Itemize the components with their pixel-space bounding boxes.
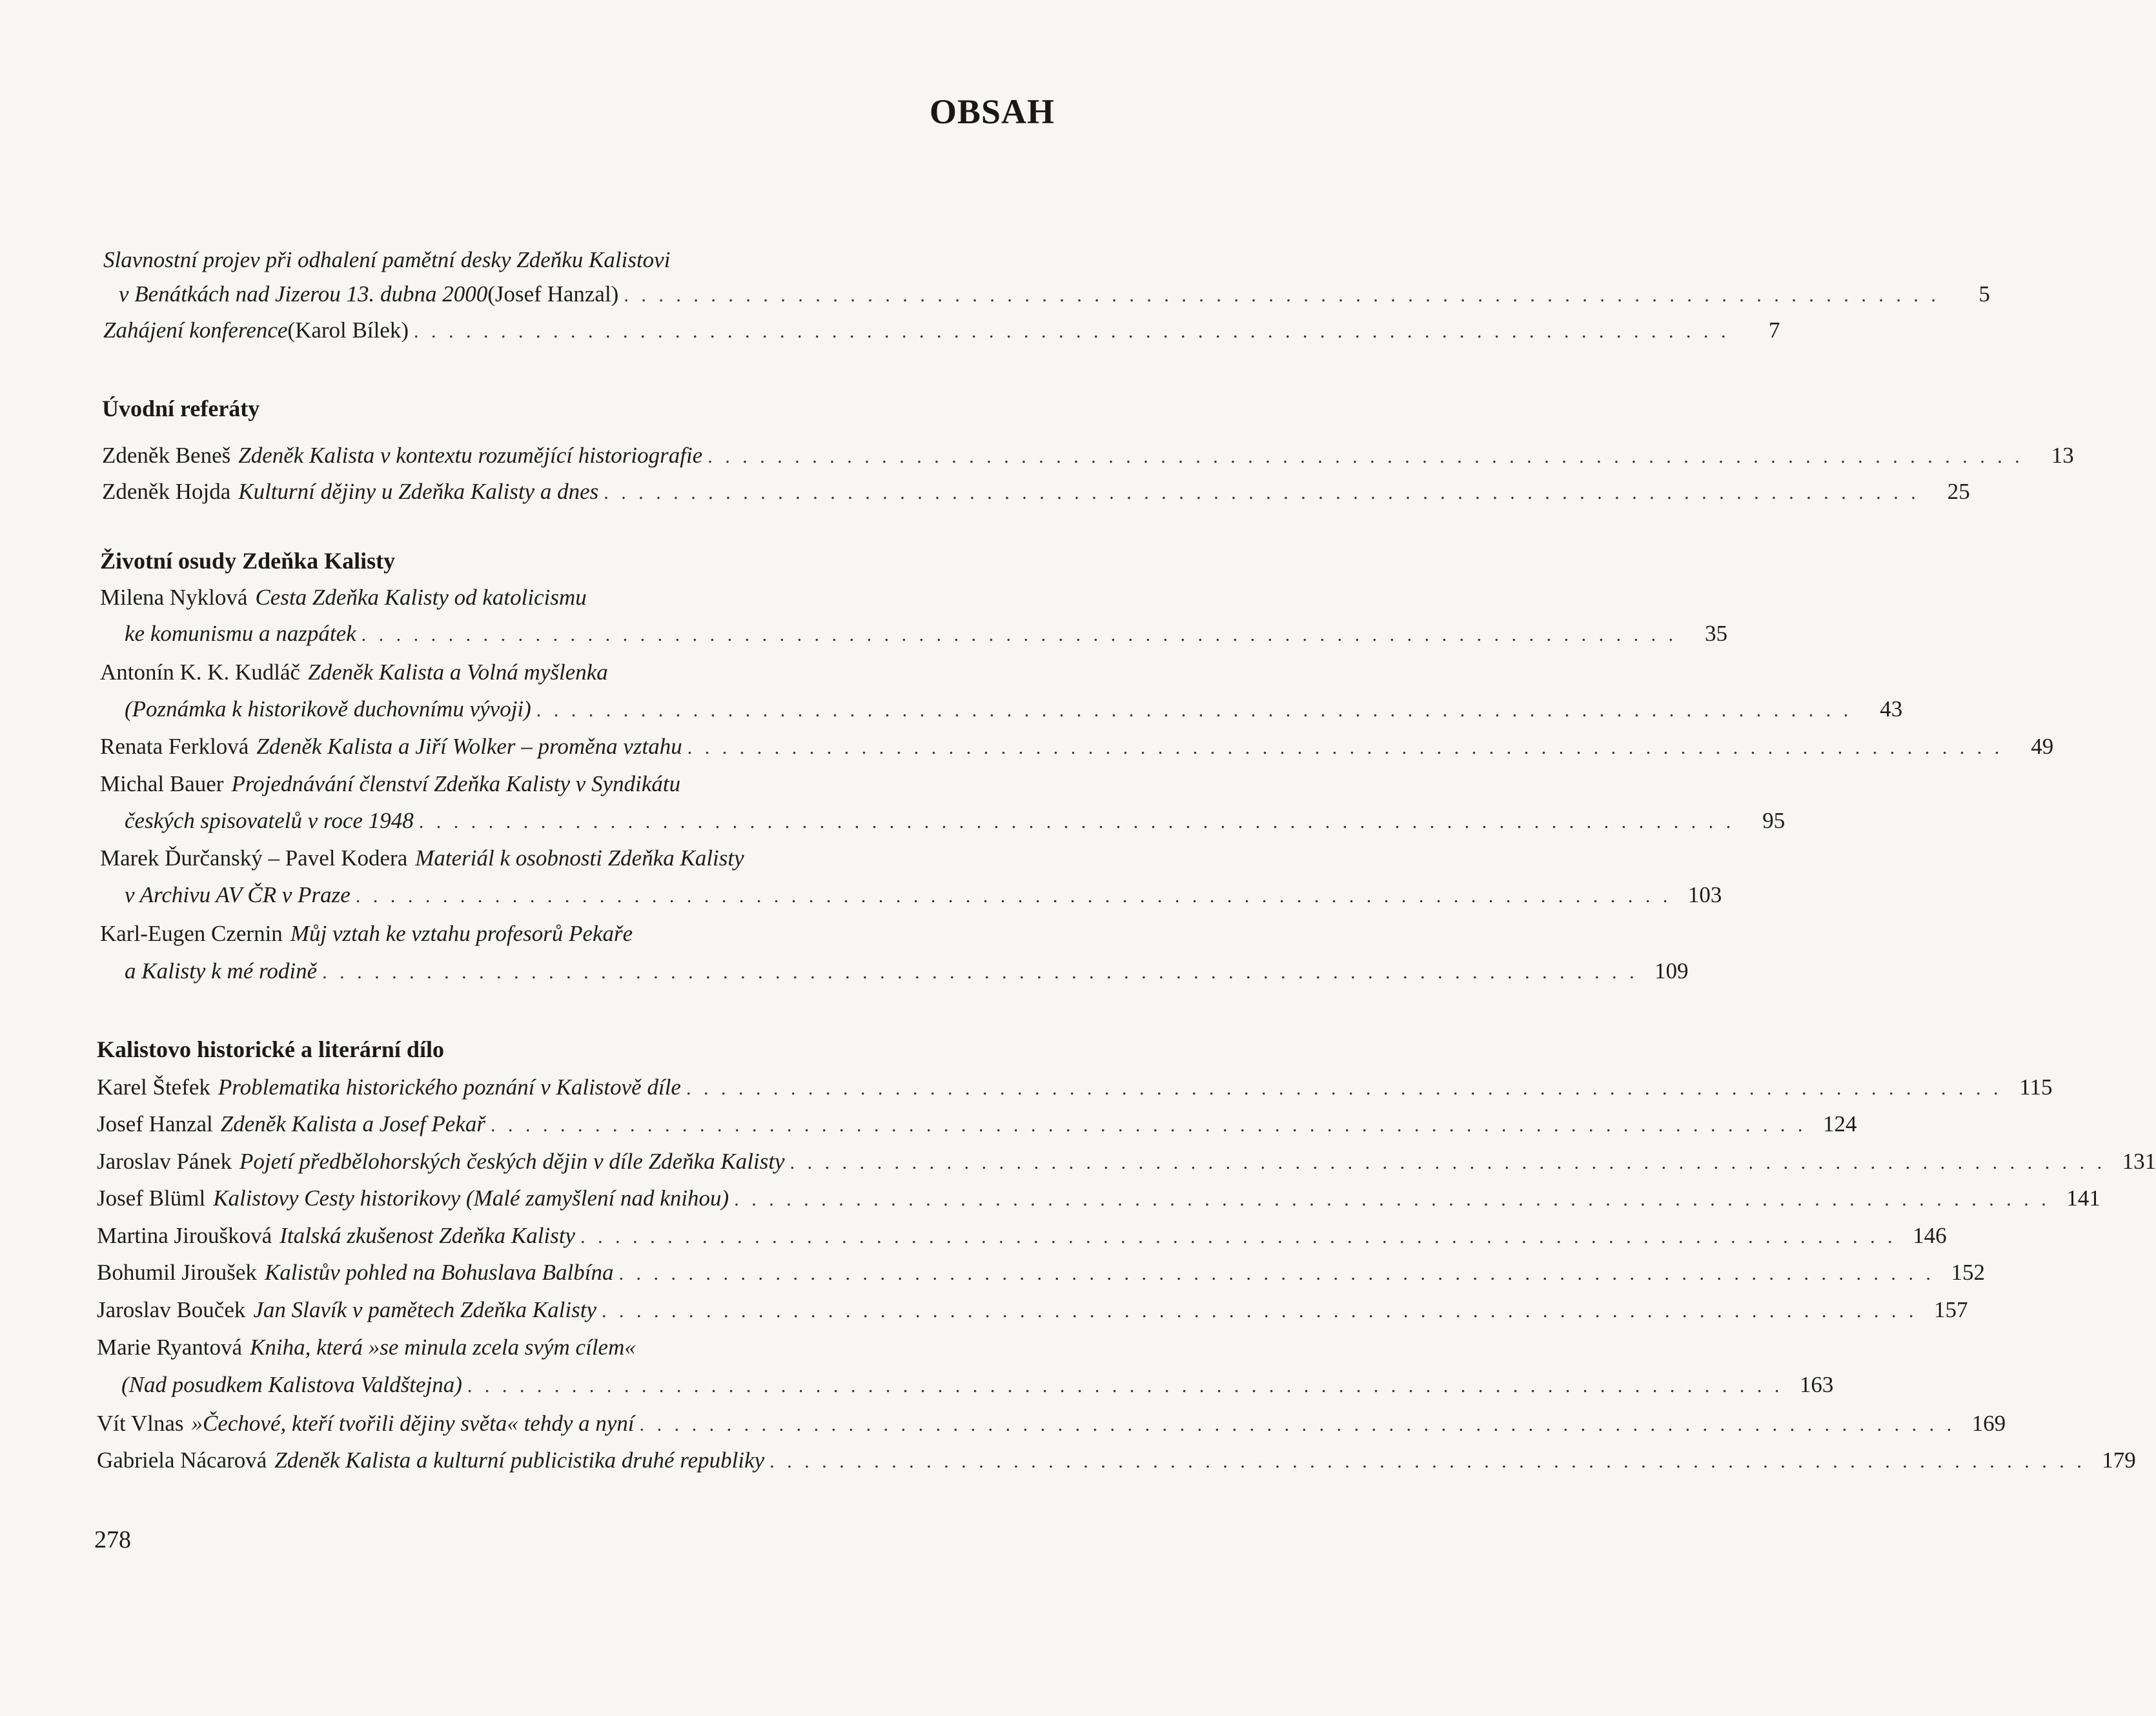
dot-leader: . . . . . . . . . . . . . . . . . . . . . . . . . . . . . . . . . . . . . . . . . . . . . . . . . . . . . . . . . . . . . . . . . . . . . . . . . . . . [624, 285, 1940, 306]
dot-leader: . . . . . . . . . . . . . . . . . . . . . . . . . . . . . . . . . . . . . . . . . . . . . . . . . . . . . . . . . . . . . . . . . . . . . . . . . . . . [355, 885, 1672, 907]
page-number-ref: 152 [1951, 1260, 1985, 1285]
toc-line [103, 247, 1046, 278]
entry-title: Zdeněk Kalista a Josef Pekař [220, 1111, 485, 1136]
toc-line [100, 845, 1046, 876]
dot-leader: . . . . . . . . . . . . . . . . . . . . . . . . . . . . . . . . . . . . . . . . . . . . . . . . . . . . . . . . . . . . . . . . . . . . . . . . . . . . [789, 1152, 2106, 1173]
page-number-ref: 25 [1947, 479, 1970, 504]
section-heading: Životní osudy Zdeňka Kalisty [100, 548, 396, 574]
entry-title: Kalistovy Cesty historikovy (Malé zamyšlení nad knihou) [213, 1186, 729, 1211]
entry-title: Zdeněk Kalista a kulturní publicistika druhé republiky [274, 1448, 765, 1473]
entry-title: Kalistův pohled na Bohuslava Balbína [264, 1260, 614, 1285]
page-number-ref: 103 [1687, 882, 1722, 907]
entry-title: Zdeněk Kalista v kontextu rozumějící historiografie [238, 443, 703, 468]
toc-line [97, 1111, 1857, 1142]
dot-leader: . . . . . . . . . . . . . . . . . . . . . . . . . . . . . . . . . . . . . . . . . . . . . . . . . . . . . . . . . . . . . . . . . . . . . . . . . . . . [602, 1300, 1918, 1322]
toc-line [125, 696, 1903, 727]
entry-author: Renata Ferklová [100, 734, 249, 759]
page-number-ref: 5 [1978, 281, 1990, 307]
entry-title-continued: a Kalisty k mé rodině [125, 958, 318, 984]
entry-title-continued: (Nad posudkem Kalistova Valdštejna) [121, 1372, 462, 1397]
toc-line [97, 1260, 1985, 1291]
page-number-ref: 146 [1913, 1223, 1947, 1248]
entry-title-continued: v Archivu AV ČR v Praze [125, 882, 351, 907]
entry-author: Zdeněk Beneš [102, 443, 231, 468]
entry-author: Vít Vlnas [97, 1411, 184, 1436]
entry-author: Josef Hanzal [97, 1111, 213, 1136]
entry-title: Problematika historického poznání v Kalistově díle [218, 1075, 681, 1100]
dot-leader: . . . . . . . . . . . . . . . . . . . . . . . . . . . . . . . . . . . . . . . . . . . . . . . . . . . . . . . . . . . . . . . . . . . . . . . . . . . . [686, 1078, 2002, 1099]
toc-line [125, 808, 1785, 839]
page-number-ref: 115 [2019, 1075, 2053, 1100]
toc-line [97, 1411, 2006, 1442]
page-number-ref: 43 [1880, 696, 1903, 722]
toc-line [97, 1223, 1947, 1254]
toc-line [102, 479, 1970, 510]
toc-line [121, 1372, 1834, 1403]
toc-line [100, 585, 1046, 616]
entry-title: Italská zkušenost Zdeňka Kalisty [280, 1223, 576, 1248]
toc-line [100, 921, 1046, 952]
toc-line [102, 443, 2074, 474]
entry-title: Projednávání členství Zdeňka Kalisty v Syndikátu [231, 771, 681, 796]
entry-title: Kniha, která »se minula zcela svým cílem« [250, 1335, 636, 1360]
entry-title: Můj vztah ke vztahu profesorů Pekaře [290, 921, 633, 946]
page-number-ref: 157 [1934, 1297, 1968, 1322]
page-number-ref: 124 [1823, 1111, 1857, 1136]
entry-title: Kulturní dějiny u Zdeňka Kalisty a dnes [238, 479, 599, 504]
page-number-ref: 95 [1762, 808, 1785, 833]
entry-title: »Čechové, kteří tvořili dějiny světa« tehdy a nyní [191, 1411, 635, 1436]
dot-leader: . . . . . . . . . . . . . . . . . . . . . . . . . . . . . . . . . . . . . . . . . . . . . . . . . . . . . . . . . . . . . . . . . . . . . . . . . . . . [618, 1263, 1935, 1284]
toc-line [97, 1186, 2100, 1216]
toc-line [97, 1149, 2156, 1180]
entry-title-continued: ke komunismu a nazpátek [125, 621, 356, 646]
entry-author: Milena Nyklová [100, 585, 248, 610]
page-number-ref: 131 [2122, 1149, 2156, 1174]
entry-title: Pojetí předbělohorských českých dějin v díle Zdeňka Kalisty [239, 1149, 785, 1174]
dot-leader: . . . . . . . . . . . . . . . . . . . . . . . . . . . . . . . . . . . . . . . . . . . . . . . . . . . . . . . . . . . . . . . . . . . . . . . . . . . . [414, 321, 1730, 342]
section-heading: Kalistovo historické a literární dílo [97, 1036, 444, 1062]
entry-author: Karl-Eugen Czernin [100, 921, 283, 946]
entry-title: Materiál k osobnosti Zdeňka Kalisty [415, 845, 744, 871]
page-number-ref: 169 [1971, 1411, 2006, 1436]
toc-line [125, 882, 1722, 913]
entry-title: v Benátkách nad Jizerou 13. dubna 2000 [119, 281, 488, 307]
entry-author: Jaroslav Pánek [97, 1149, 232, 1174]
toc-line [100, 734, 2054, 765]
entry-title: Zahájení konference [103, 318, 288, 343]
toc-line [125, 958, 1689, 989]
entry-author: Josef Blüml [97, 1186, 206, 1211]
entry-title-continued: českých spisovatelů v roce 1948 [125, 808, 414, 833]
entry-author: Gabriela Nácarová [97, 1448, 267, 1473]
entry-author: Antonín K. K. Kudláč [100, 660, 301, 685]
toc-line [97, 1075, 2053, 1105]
entry-author: Zdeněk Hojda [102, 479, 231, 504]
toc-line [119, 281, 1990, 312]
page-heading: OBSAH [929, 92, 1055, 131]
entry-author: Marek Ďurčanský – Pavel Kodera [100, 845, 408, 871]
page-number-ref: 49 [2031, 734, 2054, 759]
entry-title: Zdeněk Kalista a Volná myšlenka [308, 660, 608, 685]
dot-leader: . . . . . . . . . . . . . . . . . . . . . . . . . . . . . . . . . . . . . . . . . . . . . . . . . . . . . . . . . . . . . . . . . . . . . . . . . . . . [769, 1451, 2086, 1472]
toc-line [100, 660, 1046, 691]
entry-note: (Josef Hanzal) [487, 281, 619, 307]
toc-line [97, 1448, 2136, 1479]
entry-author: Karel Štefek [97, 1075, 210, 1100]
toc-line [103, 318, 1780, 348]
dot-leader: . . . . . . . . . . . . . . . . . . . . . . . . . . . . . . . . . . . . . . . . . . . . . . . . . . . . . . . . . . . . . . . . . . . . . . . . . . . . [361, 624, 1678, 645]
toc-line [97, 1297, 1968, 1328]
dot-leader: . . . . . . . . . . . . . . . . . . . . . . . . . . . . . . . . . . . . . . . . . . . . . . . . . . . . . . . . . . . . . . . . . . . . . . . . . . . . [734, 1189, 2050, 1210]
toc-line [125, 621, 1728, 652]
entry-author: Jaroslav Bouček [97, 1297, 246, 1322]
page-number-ref: 13 [2051, 443, 2074, 468]
entry-author: Martina Jiroušková [97, 1223, 272, 1248]
dot-leader: . . . . . . . . . . . . . . . . . . . . . . . . . . . . . . . . . . . . . . . . . . . . . . . . . . . . . . . . . . . . . . . . . . . . . . . . . . . . [604, 482, 1920, 503]
page-number: 278 [94, 1526, 131, 1553]
dot-leader: . . . . . . . . . . . . . . . . . . . . . . . . . . . . . . . . . . . . . . . . . . . . . . . . . . . . . . . . . . . . . . . . . . . . . . . . . . . . [687, 737, 2004, 758]
page-number-ref: 141 [2066, 1186, 2100, 1211]
entry-author: Bohumil Jiroušek [97, 1260, 257, 1285]
entry-title-continued: (Poznámka k historikově duchovnímu vývoji) [125, 696, 531, 722]
dot-leader: . . . . . . . . . . . . . . . . . . . . . . . . . . . . . . . . . . . . . . . . . . . . . . . . . . . . . . . . . . . . . . . . . . . . . . . . . . . . [580, 1226, 1897, 1247]
dot-leader: . . . . . . . . . . . . . . . . . . . . . . . . . . . . . . . . . . . . . . . . . . . . . . . . . . . . . . . . . . . . . . . . . . . . . . . . . . . . [491, 1115, 1807, 1136]
page-number-ref: 7 [1769, 318, 1780, 343]
dot-leader: . . . . . . . . . . . . . . . . . . . . . . . . . . . . . . . . . . . . . . . . . . . . . . . . . . . . . . . . . . . . . . . . . . . . . . . . . . . . [418, 811, 1735, 833]
entry-title: Slavnostní projev při odhalení pamětní desky Zdeňku Kalistovi [103, 247, 671, 272]
page-number-ref: 179 [2102, 1448, 2136, 1473]
entry-title: Zdeněk Kalista a Jiří Wolker – proměna vztahu [256, 734, 682, 759]
toc-line [100, 771, 1046, 802]
dot-leader: . . . . . . . . . . . . . . . . . . . . . . . . . . . . . . . . . . . . . . . . . . . . . . . . . . . . . . . . . . . . . . . . . . . . . . . . . . . . [639, 1414, 1956, 1435]
page-number-ref: 35 [1705, 621, 1728, 646]
dot-leader: . . . . . . . . . . . . . . . . . . . . . . . . . . . . . . . . . . . . . . . . . . . . . . . . . . . . . . . . . . . . . . . . . . . . . . . . . . . . [467, 1375, 1784, 1397]
entry-title: Jan Slavík v pamětech Zdeňka Kalisty [253, 1297, 597, 1322]
page-number-ref: 109 [1654, 958, 1689, 984]
entry-note: (Karol Bílek) [287, 318, 409, 343]
section-heading: Úvodní referáty [102, 396, 260, 421]
dot-leader: . . . . . . . . . . . . . . . . . . . . . . . . . . . . . . . . . . . . . . . . . . . . . . . . . . . . . . . . . . . . . . . . . . . . . . . . . . . . [707, 446, 2024, 467]
dot-leader: . . . . . . . . . . . . . . . . . . . . . . . . . . . . . . . . . . . . . . . . . . . . . . . . . . . . . . . . . . . . . . . . . . . . . . . . . . . . [322, 962, 1638, 983]
entry-title: Cesta Zdeňka Kalisty od katolicismu [255, 585, 587, 610]
entry-author: Michal Bauer [100, 771, 224, 796]
page-number-ref: 163 [1799, 1372, 1834, 1397]
dot-leader: . . . . . . . . . . . . . . . . . . . . . . . . . . . . . . . . . . . . . . . . . . . . . . . . . . . . . . . . . . . . . . . . . . . . . . . . . . . . [536, 700, 1853, 721]
toc-line [97, 1335, 1046, 1366]
entry-author: Marie Ryantová [97, 1335, 243, 1360]
